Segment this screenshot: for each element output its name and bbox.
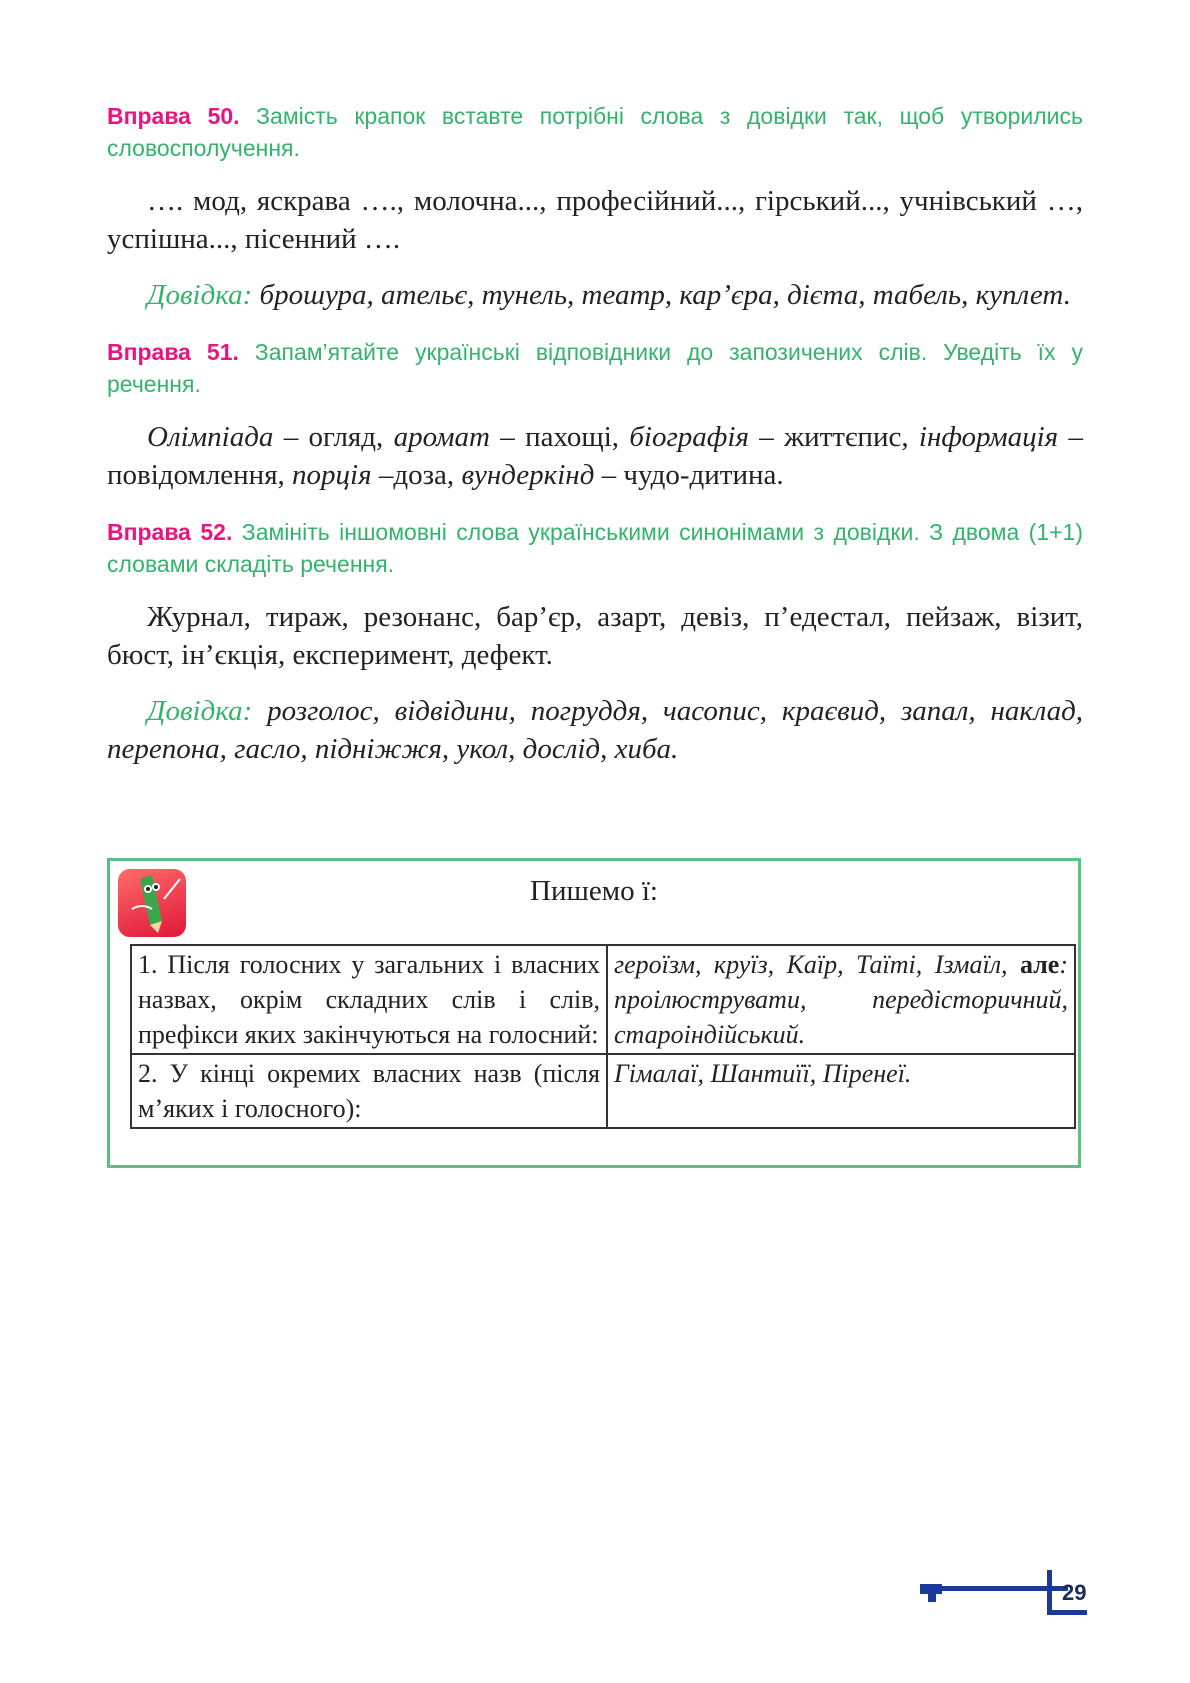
exercise-52-number: Вправа 52. xyxy=(107,519,233,545)
rule-condition: 2. У кінці окремих власних назв (після м’яких і голосного): xyxy=(131,1054,607,1128)
table-row xyxy=(131,945,1075,1054)
native-word: – чудо-дитина. xyxy=(594,459,784,491)
page-content xyxy=(107,100,1083,768)
reference-label: Довідка: xyxy=(147,695,253,727)
native-word: – життєпис, xyxy=(748,421,919,453)
exercise-50-number: Вправа 50. xyxy=(107,103,240,129)
rule-box xyxy=(107,858,1081,1168)
rule-examples: Гімалаї, Шантиїї, Піренеї. xyxy=(607,1054,1075,1128)
exercise-50-text: …. мод, яскрава …., молочна..., професійний..., гірський..., учнівський …, успішна..., пісенний …. xyxy=(107,185,1083,255)
exercise-51-task xyxy=(107,336,1083,400)
loan-word: біографія xyxy=(629,421,749,453)
native-word: –доза, xyxy=(371,459,462,491)
table-row xyxy=(131,1054,1075,1128)
reference-words: брошура, ательє, тунель, театр, кар’єра, дієта, табель, куплет. xyxy=(252,279,1071,311)
exercise-51-text xyxy=(107,418,1083,494)
exercise-52-instruction: Замініть іншомовні слова українськими синонімами з довідки. З двома (1+1) словами складіть речення. xyxy=(107,519,1083,577)
exercise-50-reference xyxy=(107,276,1083,314)
loan-word: порція xyxy=(292,459,372,491)
native-word: – огляд, xyxy=(273,421,394,453)
reference-words: розголос, відвідини, погруддя, часопис, краєвид, запал, наклад, перепона, гасло, підніжжя, укол, дослід, хиба. xyxy=(107,695,1083,765)
native-word: –повідомлення, xyxy=(107,421,1083,491)
rule-examples: героїзм, круїз, Каїр, Таїті, Ізмаїл, але: проілюструвати, передісторичний, староіндійський. xyxy=(607,945,1075,1054)
exercise-50-instruction: Замість крапок вставте потрібні слова з довідки так, щоб утворились словосполучення. xyxy=(107,103,1083,161)
exercise-50-task xyxy=(107,100,1083,164)
exercise-51-number: Вправа 51. xyxy=(107,339,239,365)
native-word: – пахощі, xyxy=(489,421,630,453)
page-number: 29 xyxy=(1062,1580,1087,1605)
exercise-52-reference xyxy=(107,692,1083,768)
loan-word: Олімпіада xyxy=(147,421,274,453)
rule-condition: 1. Після голосних у загальних і власних назвах, окрім складних слів і слів, префікси яких закінчуються на голосний: xyxy=(131,945,607,1054)
exercise-52-task xyxy=(107,516,1083,580)
exercise-51-instruction: Запам’ятайте українські відповідники до запозичених слів. Уведіть їх у речення. xyxy=(107,339,1083,397)
exercise-52-text: Журнал, тираж, резонанс, бар’єр, азарт, девіз, п’едестал, пейзаж, візит, бюст, ін’єкція, експеримент, дефект. xyxy=(107,601,1083,671)
rules-table xyxy=(130,944,1076,1129)
reference-label: Довідка: xyxy=(147,279,253,311)
loan-word: інформація xyxy=(918,421,1059,453)
loan-word: аромат xyxy=(393,421,490,453)
loan-word: вундеркінд xyxy=(461,459,595,491)
rule-box-title: Пишемо ї: xyxy=(530,875,658,907)
